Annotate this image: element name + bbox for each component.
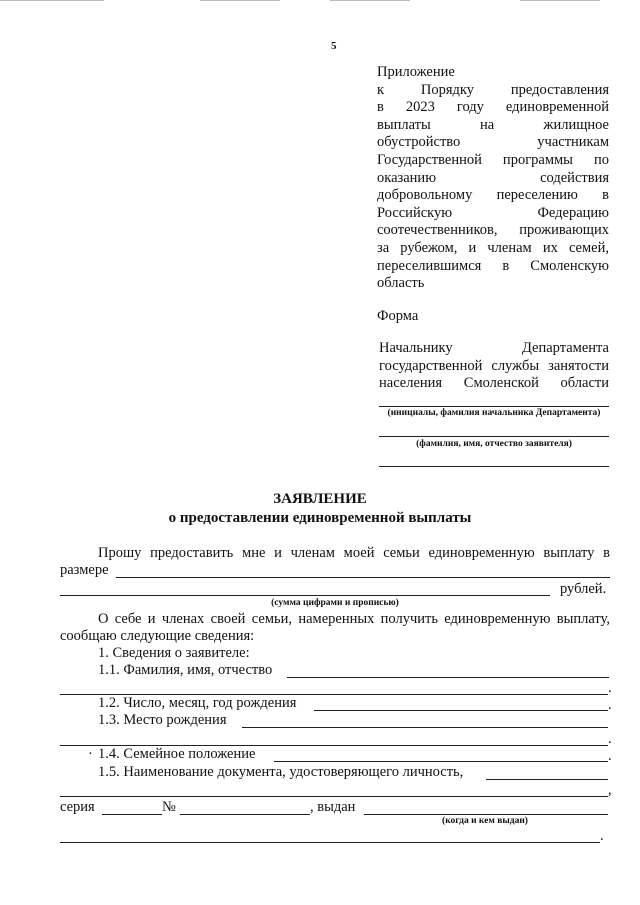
applicant-name-caption: (фамилия, имя, отчество заявителя) xyxy=(416,439,572,449)
appendix-line: в 2023 году единовременной xyxy=(377,99,609,116)
scan-artifact-line xyxy=(0,0,104,1)
id-document-field-2[interactable] xyxy=(60,796,608,797)
size-label: размере xyxy=(60,562,109,578)
request-line: Прошу предоставить мне и членам моей семьи единовременную выплату в xyxy=(98,545,610,561)
addressee-block xyxy=(379,340,609,393)
line-end-comma: , xyxy=(608,782,612,798)
line-end-dot: . xyxy=(608,731,612,747)
scan-artifact-line xyxy=(200,0,280,1)
marital-status-field[interactable] xyxy=(274,761,608,762)
appendix-line: оказанию содействия xyxy=(377,169,609,186)
appendix-block xyxy=(377,64,609,293)
line-end-dot: . xyxy=(600,828,604,844)
birth-date-label: 1.2. Число, месяц, год рождения xyxy=(98,695,297,711)
issued-label: , выдан xyxy=(310,799,356,815)
document-title: ЗАЯВЛЕНИЕ xyxy=(273,491,367,507)
section-heading: 1. Сведения о заявителе: xyxy=(98,645,250,661)
about-line: сообщаю следующие сведения: xyxy=(60,628,255,644)
birth-place-label: 1.3. Место рождения xyxy=(98,712,227,728)
head-name-field[interactable] xyxy=(379,406,609,407)
id-document-label: 1.5. Наименование документа, удостоверяющего личность, xyxy=(98,764,464,780)
series-field[interactable] xyxy=(102,814,162,815)
birth-date-field[interactable] xyxy=(314,710,608,711)
appendix-line: Приложение xyxy=(377,64,455,80)
scan-artifact-line xyxy=(520,0,600,1)
appendix-line: соотечественников, проживающих xyxy=(377,222,609,239)
appendix-line: обустройство участникам xyxy=(377,134,609,151)
page-number: 5 xyxy=(331,40,337,52)
payment-size-field-2[interactable] xyxy=(60,595,550,596)
applicant-extra-field[interactable] xyxy=(379,466,609,467)
appendix-line: Государственной программы по xyxy=(377,151,609,168)
addressee-line: Начальнику Департамента xyxy=(379,340,609,356)
full-name-field[interactable] xyxy=(287,677,609,678)
line-end-dot: . xyxy=(608,680,612,696)
about-line: О себе и членах своей семьи, намеренных получить единовременную выплату, xyxy=(98,611,610,627)
scan-bullet: · xyxy=(88,746,93,762)
line-end-dot: . xyxy=(608,748,612,764)
issued-field[interactable] xyxy=(364,814,608,815)
appendix-line: к Порядку предоставления xyxy=(377,81,609,98)
number-sign: № xyxy=(162,799,176,815)
sum-caption: (сумма цифрами и прописью) xyxy=(271,598,399,608)
head-name-caption: (инициалы, фамилия начальника Департамента) xyxy=(387,408,601,418)
appendix-line: переселившимся в Смоленскую xyxy=(377,257,609,274)
issued-caption: (когда и кем выдан) xyxy=(442,816,528,826)
number-field[interactable] xyxy=(180,814,310,815)
series-label: серия xyxy=(60,799,95,815)
payment-size-field[interactable] xyxy=(116,577,610,578)
appendix-line: выплаты на жилищное xyxy=(377,116,609,133)
addressee-line: государственной службы занятости xyxy=(379,357,609,374)
appendix-line: область xyxy=(377,275,425,292)
appendix-line: добровольному переселению в xyxy=(377,187,609,204)
addressee-line: населения Смоленской области xyxy=(379,375,609,392)
scan-artifact-line xyxy=(330,0,410,1)
id-document-field[interactable] xyxy=(486,779,608,780)
appendix-line: Российскую Федерацию xyxy=(377,204,609,221)
applicant-name-field[interactable] xyxy=(379,436,609,437)
birth-place-field[interactable] xyxy=(242,727,608,728)
issued-field-2[interactable] xyxy=(60,842,600,843)
line-end-dot: . xyxy=(608,697,612,713)
rubles-label: рублей. xyxy=(560,581,607,597)
marital-status-label: 1.4. Семейное положение xyxy=(98,746,256,762)
appendix-line: за рубежом, и членам их семей, xyxy=(377,239,609,256)
full-name-label: 1.1. Фамилия, имя, отчество xyxy=(98,662,273,678)
document-subtitle: о предоставлении единовременной выплаты xyxy=(168,510,472,526)
form-label: Форма xyxy=(377,308,419,324)
